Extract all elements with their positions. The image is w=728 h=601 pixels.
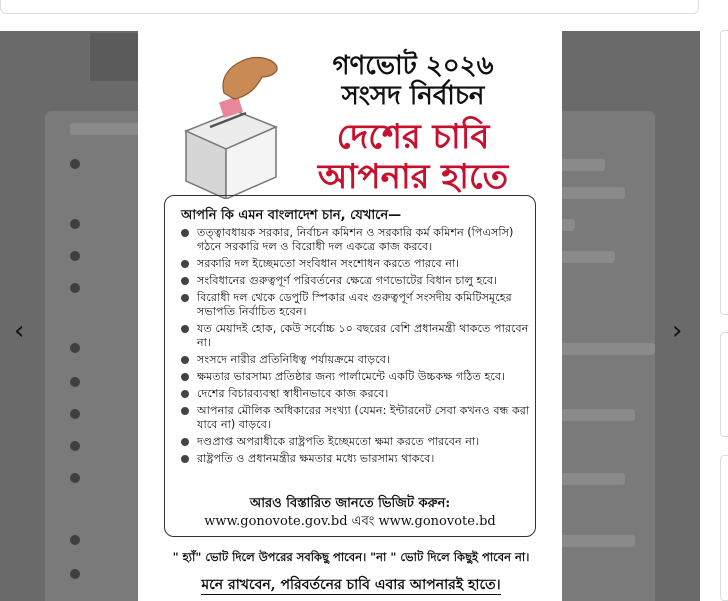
list-item: সংসদে নারীর প্রতিনিধিত্ব পর্যায়ক্রমে বাড়বে।	[181, 353, 533, 367]
list-item: আপনার মৌলিক অধিকারের সংখ্যা (যেমন: ইন্টারনেট সেবা কখনও বন্ধ করা যাবে না) বাড়বে।	[181, 404, 533, 432]
poster-title: গণভোট ২০২৬	[332, 51, 494, 81]
sidebar-card[interactable]	[720, 455, 728, 601]
background-bullet	[70, 569, 80, 579]
closing-message	[146, 573, 556, 597]
vote-message: " হ্যাঁ" ভোট দিলে উপরের সবকিছু পাবেন। "না " ভোট দিলে কিছুই পাবেন না।	[172, 550, 530, 564]
lightbox-image	[138, 31, 562, 601]
background-bullet	[70, 409, 80, 419]
points-box	[164, 195, 536, 537]
background-bullet	[70, 473, 80, 483]
background-text-line	[70, 123, 140, 135]
closing-message-text: মনে রাখবেন, পরিবর্তনের চাবি এবার আপনারই হাতে।	[201, 577, 501, 593]
background-bullet	[70, 219, 80, 229]
points-heading: আপনি কি এমন বাংলাদেশ চান, যেখানে—	[181, 208, 402, 223]
list-item: বিরোধী দল থেকে ডেপুটি স্পিকার এবং গুরুত্বপূর্ণ সংসদীয় কমিটিসমূহের সভাপতি নির্বাচিত হবেন।	[181, 291, 533, 319]
list-item: সংবিধানের গুরুত্বপূর্ণ পরিবর্তনের ক্ষেত্রে গণভোটের বিধান চালু হবে।	[181, 274, 533, 288]
background-bullet	[70, 343, 80, 353]
list-item: রাষ্ট্রপতি ও প্রধানমন্ত্রীর ক্ষমতার মধ্যে ভারসাম্য থাকবে।	[181, 452, 533, 466]
list-item: তত্ত্বাবধায়ক সরকার, নির্বাচন কমিশন ও সরকারি কর্ম কমিশন (পিএসসি) গঠনে সরকারি দল ও বিরোধী দল একত্রে কাজ করবে।	[181, 226, 533, 254]
background-bullet	[70, 283, 80, 293]
list-item: দণ্ডপ্রাপ্ত অপরাধীকে রাষ্ট্রপতি ইচ্ছেমতো ক্ষমা করতে পারবেন না।	[181, 435, 533, 449]
next-image-button[interactable]: ›	[672, 316, 683, 346]
points-list	[181, 226, 533, 469]
sidebar-card[interactable]	[720, 332, 728, 437]
more-info-label: আরও বিস্তারিত জানতে ভিজিট করুন:	[249, 496, 451, 511]
list-item: যত মেয়াদই হোক, কেউ সর্বোচ্চ ১০ বছরের বেশি প্রধানমন্ত্রী থাকতে পারবেন না।	[181, 322, 533, 350]
list-item: দেশের বিচারব্যবস্থা স্বাধীনভাবে কাজ করবে।	[181, 387, 533, 401]
background-bullet	[70, 251, 80, 261]
website-links: www.gonovote.gov.bd এবং www.gonovote.bd	[204, 514, 496, 529]
background-bullet	[70, 535, 80, 545]
background-bullet	[70, 159, 80, 169]
poster-slogan: দেশের চাবি	[336, 117, 490, 157]
poster-subtitle: সংসদ নির্বাচন	[341, 81, 485, 111]
background-bullet	[70, 441, 80, 451]
background-bullet	[70, 377, 80, 387]
previous-image-button[interactable]: ‹	[14, 316, 25, 346]
list-item: সরকারি দল ইচ্ছেমতো সংবিধান সংশোধন করতে পারবে না।	[181, 257, 533, 271]
top-card	[0, 0, 699, 14]
list-item: ক্ষমতার ভারসাম্য প্রতিষ্ঠার জন্য পার্লামেন্টে একটি উচ্চকক্ষ গঠিত হবে।	[181, 370, 533, 384]
poster-slogan: আপনার হাতে	[317, 157, 509, 197]
sidebar-card[interactable]	[720, 30, 728, 315]
